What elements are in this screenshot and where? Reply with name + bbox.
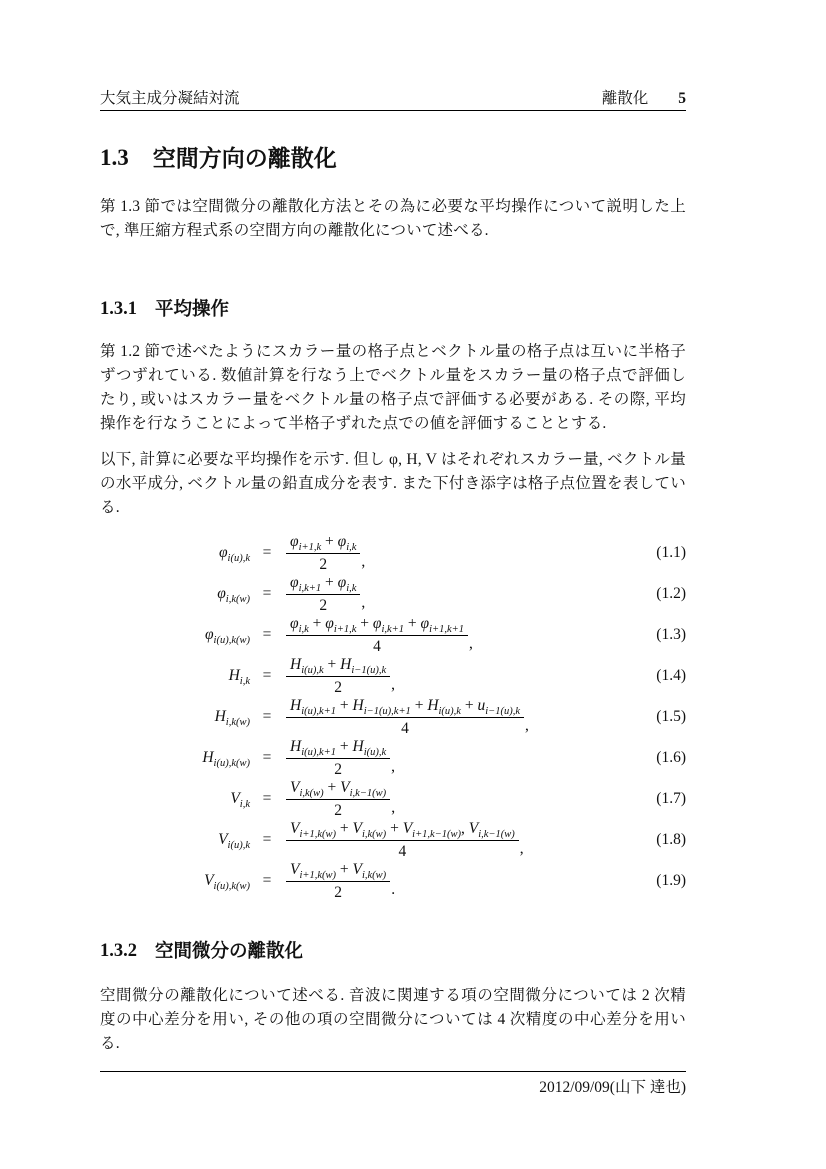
equation-fraction xyxy=(286,532,360,573)
subsection-average-heading xyxy=(100,297,686,321)
equation-number: (1.7) xyxy=(656,789,686,807)
equation-row xyxy=(100,778,686,819)
equation-fraction xyxy=(286,614,468,655)
fraction-numerator: $H_{i(u),k+1} + H_{i(u),k}$ xyxy=(286,737,390,759)
equation-fraction xyxy=(286,737,390,778)
equation-number: (1.2) xyxy=(656,584,686,602)
equals-sign: = xyxy=(262,748,272,766)
equation-number: (1.6) xyxy=(656,748,686,766)
equation-punctuation: , xyxy=(361,552,366,570)
header-page-number: 5 xyxy=(678,90,686,107)
equals-sign: = xyxy=(262,543,272,561)
equals-sign: = xyxy=(262,789,272,807)
equation-punctuation: . xyxy=(391,880,396,898)
equation-expression xyxy=(284,655,626,696)
equation-row xyxy=(100,655,686,696)
subsection-derivative-title: 空間微分の離散化 xyxy=(155,940,304,961)
equation-number: (1.4) xyxy=(656,666,686,684)
fraction-denominator: 4 xyxy=(398,843,407,860)
equation-lhs: $H_{i,k}$ xyxy=(228,666,250,687)
equation-lhs: $H_{i(u),k(w)}$ xyxy=(202,748,250,769)
equation-expression xyxy=(284,819,626,860)
equation-row xyxy=(100,819,686,860)
equals-sign: = xyxy=(262,871,272,889)
fraction-denominator: 2 xyxy=(319,556,328,573)
equation-list xyxy=(100,532,686,901)
subsection-derivative-heading xyxy=(100,939,686,963)
equation-punctuation: , xyxy=(391,675,396,693)
equation-expression xyxy=(284,696,626,737)
equation-lhs: $V_{i,k}$ xyxy=(230,789,250,810)
header-rule xyxy=(100,110,686,111)
fraction-denominator: 2 xyxy=(334,761,342,778)
equation-number: (1.8) xyxy=(656,830,686,848)
fraction-numerator: $V_{i,k(w)} + V_{i,k-1(w)}$ xyxy=(286,778,390,800)
fraction-numerator: $H_{i(u),k+1} + H_{i-1(u),k+1} + H_{i(u),k} + u_{i-1(u),k}$ xyxy=(286,696,524,718)
equation-fraction xyxy=(286,573,360,614)
equation-lhs: $V_{i(u),k}$ xyxy=(218,830,250,851)
grid-offset-paragraph: 第 1.2 節で述べたようにスカラー量の格子点とベクトル量の格子点は互いに半格子ずつずれている. 数値計算を行なう上でベクトル量をスカラー量の格子点で評価したり, 或いはスカラー量をベクトル量の格子点で評価する必要がある. その際, 平均操作を行なうことによって半格子ずれた点での値を評価することとする. xyxy=(100,343,686,432)
fraction-numerator: $V_{i+1,k(w)} + V_{i,k(w)} + V_{i+1,k-1(w)}$, $V_{i,k-1(w)}$ xyxy=(286,819,519,841)
equation-lhs: $\varphi_{i(u),k(w)}$ xyxy=(204,625,250,646)
equals-sign: = xyxy=(262,666,272,684)
fraction-numerator: $\varphi_{i,k+1} + \varphi_{i,k}$ xyxy=(286,573,360,595)
section-title: 空間方向の離散化 xyxy=(152,145,337,171)
header-left-title: 大気主成分凝結対流 xyxy=(100,90,240,107)
equation-expression xyxy=(284,532,626,573)
equation-row xyxy=(100,696,686,737)
equation-lhs: $\varphi_{i(u),k}$ xyxy=(218,543,250,564)
equation-number: (1.3) xyxy=(656,625,686,643)
fraction-numerator: $\varphi_{i,k} + \varphi_{i+1,k} + \varphi_{i,k+1} + \varphi_{i+1,k+1}$ xyxy=(286,614,468,636)
section-heading xyxy=(100,143,686,173)
derivative-discretization-paragraph: 空間微分の離散化について述べる. 音波に関連する項の空間微分については 2 次精度の中心差分を用い, その他の項の空間微分については 4 次精度の中心差分を用いる. xyxy=(100,987,686,1052)
equation-lhs: $H_{i,k(w)}$ xyxy=(214,707,250,728)
equation-punctuation: , xyxy=(391,757,396,775)
equation-row xyxy=(100,614,686,655)
equals-sign: = xyxy=(262,625,272,643)
equation-row xyxy=(100,737,686,778)
running-header xyxy=(100,86,686,106)
subsection-average-number: 1.3.1 xyxy=(100,299,137,319)
equation-row xyxy=(100,860,686,901)
equation-expression xyxy=(284,573,626,614)
equation-row xyxy=(100,573,686,614)
equation-expression xyxy=(284,860,626,901)
equation-fraction xyxy=(286,860,390,901)
equals-sign: = xyxy=(262,830,272,848)
footer-date-author: 2012/09/09(山下 達也) xyxy=(539,1079,686,1096)
fraction-denominator: 4 xyxy=(373,638,381,655)
header-right-group xyxy=(602,86,686,108)
fraction-denominator: 4 xyxy=(401,720,409,737)
fraction-denominator: 2 xyxy=(319,597,328,614)
equals-sign: = xyxy=(262,584,272,602)
equals-sign: = xyxy=(262,707,272,725)
equation-number: (1.9) xyxy=(656,871,686,889)
section-number: 1.3 xyxy=(100,145,129,170)
equation-punctuation: , xyxy=(468,634,473,652)
equation-punctuation: , xyxy=(519,839,524,857)
footer-rule xyxy=(100,1071,686,1072)
fraction-numerator: $V_{i+1,k(w)} + V_{i,k(w)}$ xyxy=(286,860,390,882)
equation-punctuation: , xyxy=(391,798,396,816)
fraction-numerator: $H_{i(u),k} + H_{i-1(u),k}$ xyxy=(286,655,390,677)
equation-fraction xyxy=(286,778,390,819)
equation-expression xyxy=(284,778,626,819)
equation-fraction xyxy=(286,819,519,860)
equation-expression xyxy=(284,737,626,778)
equation-fraction xyxy=(286,696,524,737)
subsection-derivative-number: 1.3.2 xyxy=(100,941,137,961)
header-section-title: 離散化 xyxy=(601,90,649,107)
equation-number: (1.1) xyxy=(656,543,686,561)
section-intro-paragraph: 第 1.3 節では空間微分の離散化方法とその為に必要な平均操作について説明した上で, 準圧縮方程式系の空間方向の離散化について述べる. xyxy=(100,198,686,239)
subsection-average-title: 平均操作 xyxy=(155,298,230,319)
equation-expression xyxy=(284,614,626,655)
equation-fraction xyxy=(286,655,390,696)
equation-lhs: $\varphi_{i,k(w)}$ xyxy=(217,584,250,605)
fraction-denominator: 2 xyxy=(334,679,342,696)
equation-punctuation: , xyxy=(525,716,529,734)
fraction-numerator: $\varphi_{i+1,k} + \varphi_{i,k}$ xyxy=(286,532,360,554)
equation-punctuation: , xyxy=(361,593,366,611)
equation-row xyxy=(100,532,686,573)
fraction-denominator: 2 xyxy=(334,802,342,819)
equation-number: (1.5) xyxy=(656,707,686,725)
fraction-denominator: 2 xyxy=(334,884,342,901)
averaging-operators-paragraph: 以下, 計算に必要な平均操作を示す. 但し φ, H, V はそれぞれスカラー量, ベクトル量の水平成分, ベクトル量の鉛直成分を表す. また下付き添字は格子点位置を表している. xyxy=(100,451,686,516)
equation-lhs: $V_{i(u),k(w)}$ xyxy=(204,871,250,892)
